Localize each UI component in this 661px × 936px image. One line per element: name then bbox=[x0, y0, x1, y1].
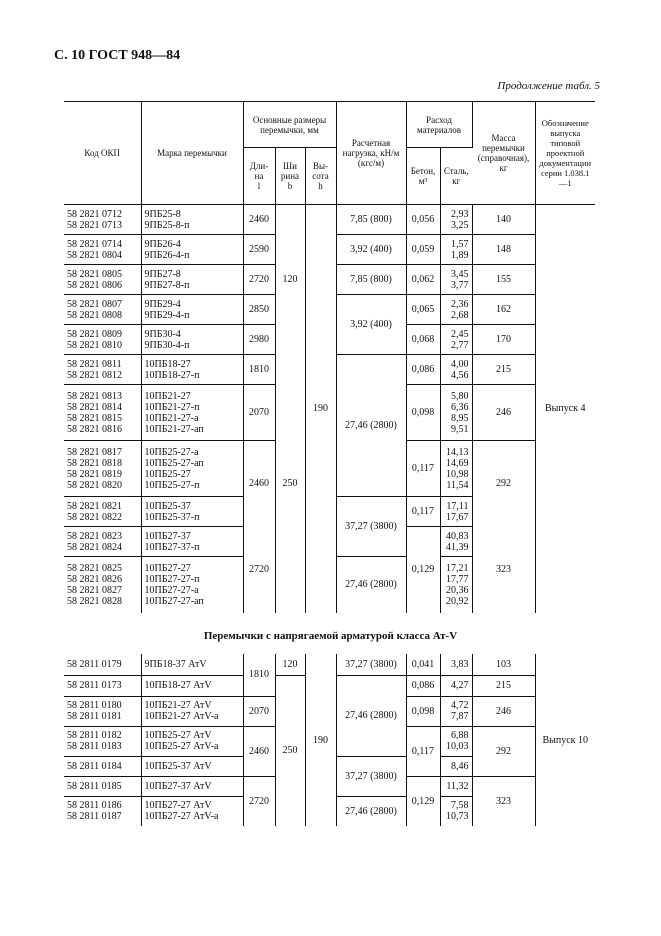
table-cell-concrete: 0,129 bbox=[406, 776, 440, 826]
table-cell-steel: 4,72 7,87 bbox=[440, 696, 472, 726]
table-cell-mark: 9ПБ30-4 9ПБ30-4-п bbox=[141, 325, 243, 355]
table-cell-width: 120 bbox=[275, 205, 305, 355]
table-cell-length: 2460 bbox=[243, 441, 275, 527]
table-cell-height: 190 bbox=[305, 654, 336, 826]
table-cell-length: 2070 bbox=[243, 696, 275, 726]
table-cell-concrete: 0,068 bbox=[406, 325, 440, 355]
table-cell-mark: 9ПБ29-4 9ПБ29-4-п bbox=[141, 295, 243, 325]
table-cell-load: 7,85 (800) bbox=[336, 205, 406, 235]
header-mark: Марка перемычки bbox=[141, 102, 243, 205]
header-width: Ши рина b bbox=[275, 148, 305, 205]
table-cell-mark: 10ПБ21-27 АтV 10ПБ21-27 АтV-а bbox=[141, 696, 243, 726]
table-cell-steel: 4,00 4,56 bbox=[440, 355, 472, 385]
table-cell-code: 58 2811 0182 58 2811 0183 bbox=[64, 726, 141, 756]
table-cell-mass: 323 bbox=[472, 527, 535, 613]
table-cell-length: 2980 bbox=[243, 325, 275, 355]
table-cell-steel: 6,88 10,03 bbox=[440, 726, 472, 756]
table-cell-code: 58 2811 0179 bbox=[64, 654, 141, 675]
table-cell-load: 3,92 (400) bbox=[336, 295, 406, 355]
table-cell-series: Выпуск 4 bbox=[544, 403, 586, 415]
header-code: Код ОКП bbox=[64, 102, 141, 205]
table-cell-mass: 140 bbox=[472, 205, 535, 235]
table-cell-mass: 292 bbox=[472, 726, 535, 776]
table-cell-mass: 155 bbox=[472, 265, 535, 295]
table-cell-concrete: 0,059 bbox=[406, 235, 440, 265]
table-cell-length: 2720 bbox=[243, 527, 275, 613]
table-cell-concrete: 0,065 bbox=[406, 295, 440, 325]
table-cell-mass: 246 bbox=[472, 385, 535, 441]
table-cell-steel: 17,11 17,67 bbox=[440, 497, 472, 527]
table-cell-concrete: 0,056 bbox=[406, 205, 440, 235]
header-concrete: Бетон, м³ bbox=[406, 148, 440, 205]
table-cell-height: 190 bbox=[305, 205, 336, 613]
table-cell-mark: 10ПБ27-27 10ПБ27-27-п 10ПБ27-27-а 10ПБ27-27-ап bbox=[141, 557, 243, 613]
table-cell-width: 250 bbox=[275, 355, 305, 613]
table-cell-length: 2590 bbox=[243, 235, 275, 265]
table-cell-steel: 5,80 6,36 8,95 9,51 bbox=[440, 385, 472, 441]
table-cell-length: 1810 bbox=[243, 355, 275, 385]
table-cell-steel: 40,83 41,39 bbox=[440, 527, 472, 557]
table-cell-mass: 323 bbox=[472, 776, 535, 826]
header-length: Дли- на l bbox=[243, 148, 275, 205]
table-cell-mark: 9ПБ25-8 9ПБ25-8-п bbox=[141, 205, 243, 235]
table-cell-code: 58 2821 0712 58 2821 0713 bbox=[64, 205, 141, 235]
table-cell-length: 2460 bbox=[243, 205, 275, 235]
table-cell-length: 2720 bbox=[243, 776, 275, 826]
header-load: Расчетная нагрузка, кН/м (кгс/м) bbox=[336, 102, 406, 205]
table-cell-width: 120 bbox=[275, 654, 305, 675]
header-materials: Расход материалов bbox=[406, 102, 472, 148]
section-title: Перемычки с напрягаемой арматурой класса Ат-V bbox=[203, 630, 458, 642]
table-cell-mark: 9ПБ26-4 9ПБ26-4-п bbox=[141, 235, 243, 265]
table-cell-mass: 148 bbox=[472, 235, 535, 265]
table-cell-code: 58 2821 0823 58 2821 0824 bbox=[64, 527, 141, 557]
table-cell-mass: 292 bbox=[472, 441, 535, 527]
table-cell-mass: 103 bbox=[472, 654, 535, 675]
table-cell-concrete: 0,062 bbox=[406, 265, 440, 295]
table-cell-steel: 4,27 bbox=[440, 675, 472, 696]
table-cell-steel: 11,32 bbox=[440, 776, 472, 796]
table-cell-mark: 10ПБ25-37 10ПБ25-37-п bbox=[141, 497, 243, 527]
header-mass: Масса перемычки (справочная), кг bbox=[472, 102, 535, 205]
table-cell-mark: 10ПБ25-27 АтV 10ПБ25-27 АтV-а bbox=[141, 726, 243, 756]
table-cell-length: 2460 bbox=[243, 726, 275, 776]
table-cell-mark: 10ПБ21-27 10ПБ21-27-п 10ПБ21-27-а 10ПБ21-27-ап bbox=[141, 385, 243, 441]
table-cell-mark: 10ПБ27-27 АтV 10ПБ27-27 АтV-а bbox=[141, 796, 243, 826]
table-cell-load: 27,46 (2800) bbox=[336, 675, 406, 756]
table-cell-concrete: 0,117 bbox=[406, 726, 440, 776]
table-cell-load: 37,27 (3800) bbox=[336, 497, 406, 557]
table-cell-mark: 10ПБ18-27 10ПБ18-27-п bbox=[141, 355, 243, 385]
table-cell-code: 58 2821 0805 58 2821 0806 bbox=[64, 265, 141, 295]
table-cell-series: Выпуск 10 bbox=[542, 734, 589, 746]
table-cell-steel: 1,57 1,89 bbox=[440, 235, 472, 265]
table-cell-width: 250 bbox=[275, 675, 305, 826]
table-cell-code: 58 2821 0825 58 2821 0826 58 2821 0827 58 2821 0828 bbox=[64, 557, 141, 613]
table-cell-load: 37,27 (3800) bbox=[336, 756, 406, 796]
table-cell-steel: 2,36 2,68 bbox=[440, 295, 472, 325]
table-cell-code: 58 2821 0821 58 2821 0822 bbox=[64, 497, 141, 527]
header-series: Обозначение выпуска типовой проектной документации серии 1.038.1—1 bbox=[535, 102, 595, 205]
table-cell-code: 58 2811 0184 bbox=[64, 756, 141, 776]
table-cell-code: 58 2821 0813 58 2821 0814 58 2821 0815 58 2821 0816 bbox=[64, 385, 141, 441]
table-cell-load: 37,27 (3800) bbox=[336, 654, 406, 675]
table-cell-code: 58 2811 0186 58 2811 0187 bbox=[64, 796, 141, 826]
table-cell-mark: 9ПБ18-37 АтV bbox=[141, 654, 243, 675]
table-cell-concrete: 0,098 bbox=[406, 696, 440, 726]
header-height: Вы- сота h bbox=[305, 148, 336, 205]
table-cell-concrete: 0,117 bbox=[406, 441, 440, 497]
table-cell-concrete: 0,117 bbox=[406, 497, 440, 527]
table-cell-code: 58 2821 0811 58 2821 0812 bbox=[64, 355, 141, 385]
table-cell-code: 58 2811 0185 bbox=[64, 776, 141, 796]
table-cell-steel: 2,45 2,77 bbox=[440, 325, 472, 355]
table-cell-mass: 162 bbox=[472, 295, 535, 325]
table-continuation-note: Продолжение табл. 5 bbox=[497, 80, 600, 92]
table-cell-steel: 8,46 bbox=[440, 756, 472, 776]
table-cell-steel: 2,93 3,25 bbox=[440, 205, 472, 235]
table-cell-steel: 3,45 3,77 bbox=[440, 265, 472, 295]
table-cell-length: 2070 bbox=[243, 385, 275, 441]
page-header: С. 10 ГОСТ 948—84 bbox=[54, 48, 181, 63]
table-cell-code: 58 2821 0817 58 2821 0818 58 2821 0819 58 2821 0820 bbox=[64, 441, 141, 497]
lintels-table bbox=[64, 101, 595, 613]
table-cell-mark: 10ПБ25-37 АтV bbox=[141, 756, 243, 776]
table-cell-mark: 10ПБ27-37 10ПБ27-37-п bbox=[141, 527, 243, 557]
table-cell-code: 58 2811 0173 bbox=[64, 675, 141, 696]
table-cell-length: 2850 bbox=[243, 295, 275, 325]
table-cell-length: 2720 bbox=[243, 265, 275, 295]
table-cell-steel: 17,21 17,77 20,36 20,92 bbox=[440, 557, 472, 613]
table-cell-mass: 170 bbox=[472, 325, 535, 355]
table-cell-steel: 14,13 14,69 10,98 11,54 bbox=[440, 441, 472, 497]
table-cell-steel: 7,58 10,73 bbox=[440, 796, 472, 826]
table-cell-mass: 246 bbox=[472, 696, 535, 726]
prestressed-lintels-table bbox=[64, 654, 595, 826]
table-cell-mark: 10ПБ27-37 АтV bbox=[141, 776, 243, 796]
table-cell-steel: 3,83 bbox=[440, 654, 472, 675]
table-cell-mass: 215 bbox=[472, 675, 535, 696]
table-cell-mark: 10ПБ25-27-а 10ПБ25-27-ап 10ПБ25-27 10ПБ25-27-п bbox=[141, 441, 243, 497]
table-cell-load: 7,85 (800) bbox=[336, 265, 406, 295]
table-cell-code: 58 2821 0809 58 2821 0810 bbox=[64, 325, 141, 355]
table-cell-concrete: 0,098 bbox=[406, 385, 440, 441]
table-cell-code: 58 2821 0807 58 2821 0808 bbox=[64, 295, 141, 325]
table-cell-code: 58 2821 0714 58 2821 0804 bbox=[64, 235, 141, 265]
table-cell-concrete: 0,129 bbox=[406, 527, 440, 613]
table-cell-mass: 215 bbox=[472, 355, 535, 385]
table-cell-length: 1810 bbox=[243, 654, 275, 696]
table-cell-code: 58 2811 0180 58 2811 0181 bbox=[64, 696, 141, 726]
table-cell-load: 3,92 (400) bbox=[336, 235, 406, 265]
table-cell-load: 27,46 (2800) bbox=[336, 796, 406, 826]
table-cell-concrete: 0,086 bbox=[406, 355, 440, 385]
header-dimensions: Основные размеры перемычки, мм bbox=[243, 102, 336, 148]
table-cell-concrete: 0,086 bbox=[406, 675, 440, 696]
table-cell-concrete: 0,041 bbox=[406, 654, 440, 675]
table-cell-mark: 9ПБ27-8 9ПБ27-8-п bbox=[141, 265, 243, 295]
table-cell-mark: 10ПБ18-27 АтV bbox=[141, 675, 243, 696]
header-steel: Сталь, кг bbox=[440, 148, 472, 205]
table-cell-load: 27,46 (2800) bbox=[336, 355, 406, 497]
table-cell-load: 27,46 (2800) bbox=[336, 557, 406, 613]
